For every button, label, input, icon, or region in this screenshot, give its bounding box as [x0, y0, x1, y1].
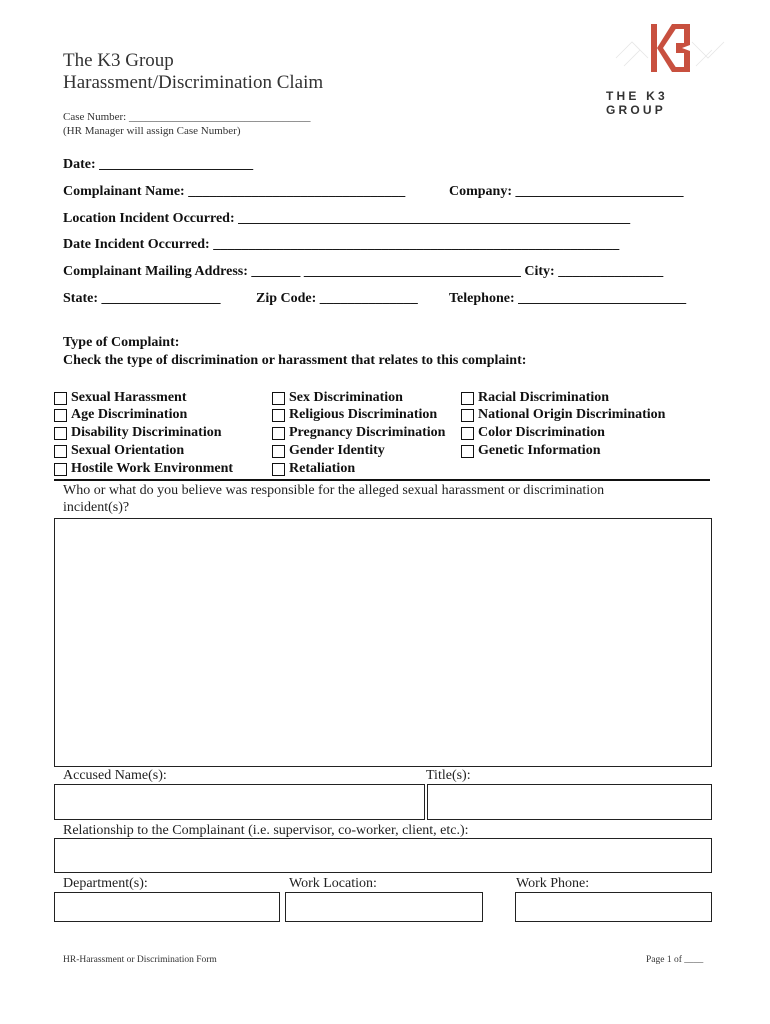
- checkbox-national-origin-discrimination[interactable]: [461, 407, 665, 423]
- logo-wordmark: THE K3 GROUP: [606, 89, 668, 117]
- section-divider: [54, 479, 710, 481]
- checkbox-label: Age Discrimination: [71, 407, 188, 422]
- date-field[interactable]: Date: ______________________: [63, 157, 254, 172]
- checkbox-label: Color Discrimination: [478, 425, 605, 440]
- responsible-textarea[interactable]: [54, 518, 712, 767]
- footer-form-name: HR-Harassment or Discrimination Form: [63, 955, 217, 965]
- department-label: Department(s):: [63, 876, 148, 891]
- mailing-address-field[interactable]: Complainant Mailing Address: _______ _______________________________ City: _______________: [63, 264, 664, 279]
- footer-page-number: Page 1 of ____: [646, 955, 704, 965]
- checkbox-sex-discrimination[interactable]: [272, 390, 403, 406]
- responsible-question-line2: incident(s)?: [63, 500, 130, 515]
- checkbox-label: Gender Identity: [289, 443, 385, 458]
- checkbox-icon[interactable]: [461, 409, 474, 422]
- checkbox-label: Sexual Harassment: [71, 390, 187, 405]
- checkbox-sexual-harassment[interactable]: [54, 390, 187, 406]
- work-location-label: Work Location:: [289, 876, 377, 891]
- titles-input[interactable]: [427, 784, 712, 820]
- checkbox-pregnancy-discrimination[interactable]: [272, 425, 445, 441]
- checkbox-icon[interactable]: [272, 409, 285, 422]
- date-incident-field[interactable]: Date Incident Occurred: __________________________________________________________: [63, 237, 620, 252]
- work-phone-input[interactable]: [515, 892, 712, 922]
- checkbox-color-discrimination[interactable]: [461, 425, 605, 441]
- responsible-question-line1: Who or what do you believe was responsible for the alleged sexual harassment or discrimination: [63, 483, 605, 498]
- form-title-line2: Harassment/Discrimination Claim: [63, 72, 324, 93]
- company-logo: [606, 18, 728, 117]
- zip-field[interactable]: Zip Code: ______________: [256, 291, 418, 306]
- checkbox-icon[interactable]: [272, 463, 285, 476]
- checkbox-age-discrimination[interactable]: [54, 407, 187, 423]
- checkbox-label: Retaliation: [289, 461, 356, 476]
- checkbox-sexual-orientation[interactable]: [54, 443, 184, 459]
- accused-names-input[interactable]: [54, 784, 425, 820]
- checkbox-icon[interactable]: [54, 409, 67, 422]
- checkbox-icon[interactable]: [272, 445, 285, 458]
- checkbox-label: Pregnancy Discrimination: [289, 425, 446, 440]
- checkbox-label: Sex Discrimination: [289, 390, 403, 405]
- checkbox-icon[interactable]: [54, 445, 67, 458]
- company-field[interactable]: Company: ________________________: [449, 184, 684, 199]
- checkbox-genetic-information[interactable]: [461, 443, 600, 459]
- k3-logo-icon: [612, 18, 728, 82]
- checkbox-religious-discrimination[interactable]: [272, 407, 437, 423]
- checkbox-icon[interactable]: [272, 392, 285, 405]
- checkbox-icon[interactable]: [272, 427, 285, 440]
- checkbox-icon[interactable]: [461, 445, 474, 458]
- checkbox-label: Genetic Information: [478, 443, 601, 458]
- complaint-heading: Type of Complaint:: [63, 335, 180, 350]
- checkbox-icon[interactable]: [54, 392, 67, 405]
- work-location-input[interactable]: [285, 892, 483, 922]
- checkbox-label: Racial Discrimination: [478, 390, 610, 405]
- case-number-note: (HR Manager will assign Case Number): [63, 125, 241, 137]
- checkbox-label: Sexual Orientation: [71, 443, 185, 458]
- department-input[interactable]: [54, 892, 280, 922]
- checkbox-icon[interactable]: [54, 463, 67, 476]
- telephone-field[interactable]: Telephone: ________________________: [449, 291, 687, 306]
- relationship-label: Relationship to the Complainant (i.e. supervisor, co-worker, client, etc.):: [63, 823, 469, 838]
- checkbox-icon[interactable]: [461, 392, 474, 405]
- checkbox-icon[interactable]: [54, 427, 67, 440]
- checkbox-hostile-work-environment[interactable]: [54, 461, 233, 477]
- checkbox-racial-discrimination[interactable]: [461, 390, 609, 406]
- titles-label: Title(s):: [426, 768, 471, 783]
- checkbox-label: Hostile Work Environment: [71, 461, 234, 476]
- checkbox-icon[interactable]: [461, 427, 474, 440]
- complaint-instruction: Check the type of discrimination or harassment that relates to this complaint:: [63, 353, 527, 368]
- state-field[interactable]: State: _________________: [63, 291, 221, 306]
- accused-names-label: Accused Name(s):: [63, 768, 167, 783]
- case-number: Case Number: _________________________________: [63, 111, 311, 123]
- form-title-line1: The K3 Group: [63, 50, 174, 71]
- work-phone-label: Work Phone:: [516, 876, 590, 891]
- checkbox-gender-identity[interactable]: [272, 443, 385, 459]
- checkbox-label: Religious Discrimination: [289, 407, 438, 422]
- relationship-input[interactable]: [54, 838, 712, 873]
- checkbox-label: National Origin Discrimination: [478, 407, 666, 422]
- checkbox-disability-discrimination[interactable]: [54, 425, 222, 441]
- checkbox-retaliation[interactable]: [272, 461, 355, 477]
- complainant-name-field[interactable]: Complainant Name: _______________________________: [63, 184, 406, 199]
- checkbox-label: Disability Discrimination: [71, 425, 222, 440]
- location-field[interactable]: Location Incident Occurred: ________________________________________________________: [63, 211, 631, 226]
